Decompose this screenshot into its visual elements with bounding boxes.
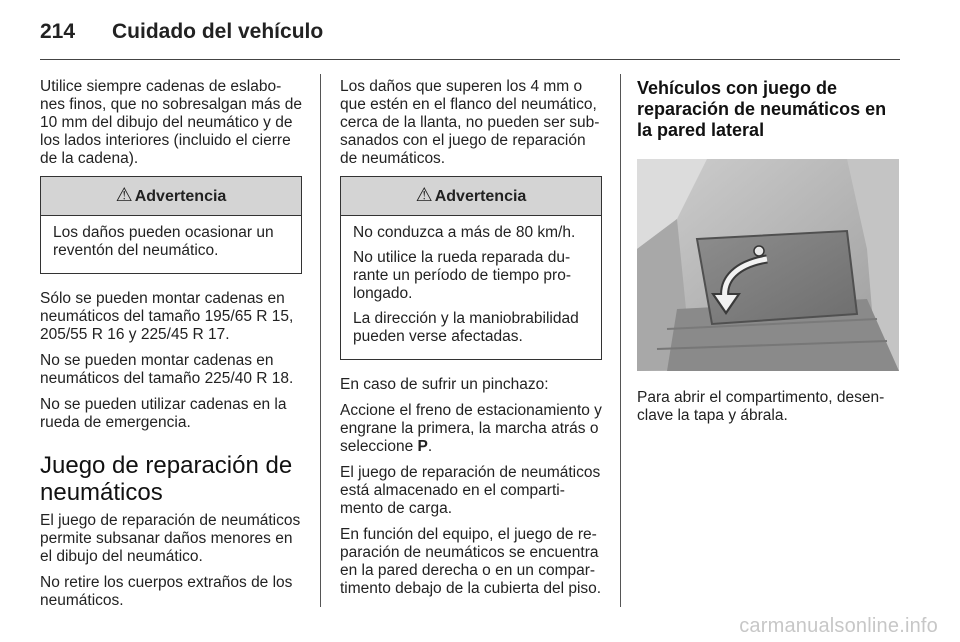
paragraph: Para abrir el compartimento, desen-clave la tapa y ábrala. (637, 389, 885, 424)
page-number: 214 (40, 20, 76, 43)
warning-header (41, 177, 301, 216)
paragraph: Los daños que superen los 4 mm o que estén en el flanco del neumático, cerca de la llanta, no pueden ser sub-sanados con el juego de reparación de neumáticos. (340, 78, 600, 167)
paragraph: En función del equipo, el juego de re-paración de neumáticos se encuentra en la pared derecha o en un compar-timento debajo de la cubierta del piso. (340, 526, 602, 597)
warning-triangle-icon: ⚠ (415, 185, 433, 206)
warning-title: Advertencia (134, 188, 227, 205)
gear-p-label: P (417, 438, 428, 455)
warning-line: No utilice la rueda reparada du-rante un período de tiempo pro-longado. (353, 249, 571, 302)
warning-box (340, 176, 602, 360)
subsection-heading: Vehículos con juego de reparación de neumáticos en la pared lateral (637, 78, 887, 140)
paragraph: Sólo se pueden montar cadenas en neumáticos del tamaño 195/65 R 15, 205/55 R 16 y 225/45 R 17. (40, 290, 294, 343)
warning-line: No conduzca a más de 80 km/h. (353, 224, 576, 241)
warning-body (341, 216, 601, 359)
paragraph: No se pueden montar cadenas en neumáticos del tamaño 225/40 R 18. (40, 352, 294, 387)
page-title: Cuidado del vehículo (112, 20, 324, 43)
section-heading: Juego de reparación de neumáticos (40, 452, 293, 506)
cargo-compartment-illustration (637, 159, 899, 371)
header-divider (40, 59, 900, 60)
paragraph (340, 402, 602, 456)
paragraph-text: . (427, 438, 433, 455)
column-3 (637, 78, 901, 433)
warning-title: Advertencia (434, 188, 527, 205)
paragraph: No retire los cuerpos extraños de los neumáticos. (40, 574, 293, 609)
warning-triangle-icon: ⚠ (115, 185, 133, 206)
paragraph: El juego de reparación de neumáticos permite subsanar daños menores en el dibujo del neumático. (40, 512, 301, 565)
warning-box (40, 176, 302, 274)
cargo-compartment-photo (637, 159, 899, 371)
paragraph: Utilice siempre cadenas de eslabo-nes finos, que no sobresalgan más de 10 mm del dibujo del neumático y de los lados interiores (incluido el cierre de la cadena). (40, 78, 302, 167)
page-header (40, 20, 323, 44)
paragraph: En caso de sufrir un pinchazo: (340, 376, 549, 393)
watermark-text: carmanualsonline.info (739, 615, 938, 637)
paragraph: No se pueden utilizar cadenas en la rueda de emergencia. (40, 396, 287, 431)
column-divider-2 (620, 74, 621, 607)
column-divider-1 (320, 74, 321, 607)
warning-header (341, 177, 601, 216)
column-1 (40, 78, 302, 618)
warning-body (41, 216, 301, 273)
column-2 (340, 78, 602, 606)
paragraph: El juego de reparación de neumáticos está almacenado en el comparti-mento de carga. (340, 464, 601, 517)
warning-line: La dirección y la maniobrabilidad pueden verse afectadas. (353, 310, 579, 345)
paragraph-text: Accione el freno de estacionamiento y engrane la primera, la marcha atrás o seleccione (340, 402, 602, 455)
warning-text: Los daños pueden ocasionar un reventón del neumático. (53, 224, 274, 259)
